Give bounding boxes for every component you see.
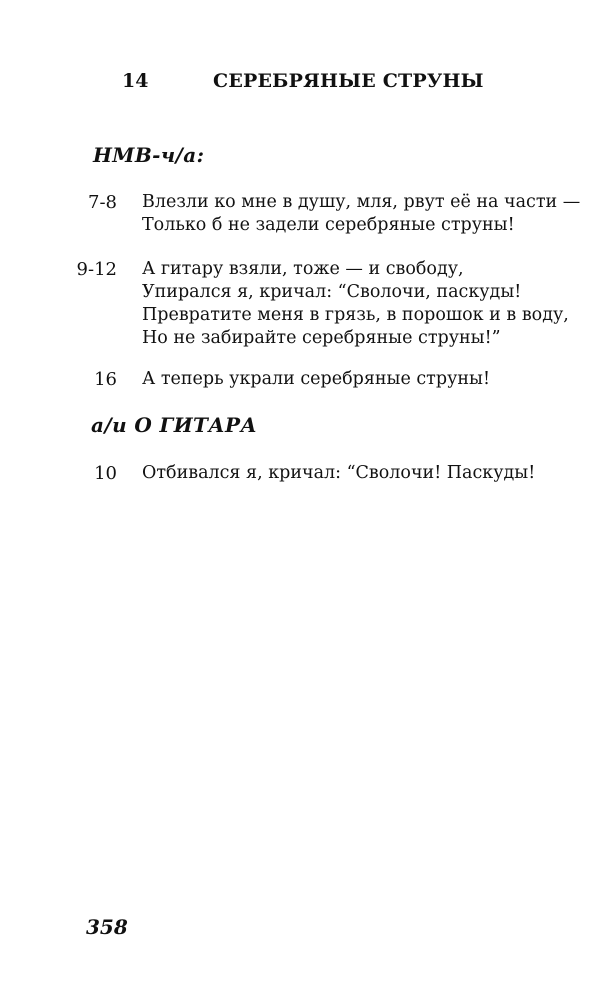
page-number: 358 bbox=[86, 915, 128, 939]
entry-text bbox=[142, 368, 490, 391]
entry-line-ref: 7-8 bbox=[88, 192, 117, 213]
verse-line: Но не забирайте серебряные струны!” bbox=[142, 328, 501, 348]
entry-line-ref: 16 bbox=[94, 369, 117, 390]
verse-line: А теперь украли серебряные струны! bbox=[142, 369, 490, 389]
chapter-number: 14 bbox=[122, 70, 149, 92]
entry-text bbox=[142, 191, 580, 237]
entry-line-ref: 9-12 bbox=[76, 259, 117, 280]
verse-line: Превратите меня в грязь, в порошок и в воду, bbox=[142, 305, 569, 325]
verse-line: А гитару взяли, тоже — и свободу, bbox=[142, 259, 464, 279]
section-title: НМВ-ч/а: bbox=[93, 143, 205, 167]
verse-line: Только б не задели серебряные струны! bbox=[142, 215, 515, 235]
entry-text bbox=[142, 258, 569, 350]
verse-line: Отбивался я, кричал: “Сволочи! Паскуды! bbox=[142, 463, 536, 483]
chapter-title: СЕРЕБРЯНЫЕ СТРУНЫ bbox=[213, 70, 484, 92]
verse-line: Влезли ко мне в душу, мля, рвут её на части — bbox=[142, 192, 581, 212]
entry-line-ref: 10 bbox=[94, 463, 117, 484]
verse-line: Упирался я, кричал: “Сволочи, паскуды! bbox=[142, 282, 522, 302]
entry-text bbox=[142, 462, 535, 485]
section-title: а/и О ГИТАРА bbox=[91, 413, 258, 437]
